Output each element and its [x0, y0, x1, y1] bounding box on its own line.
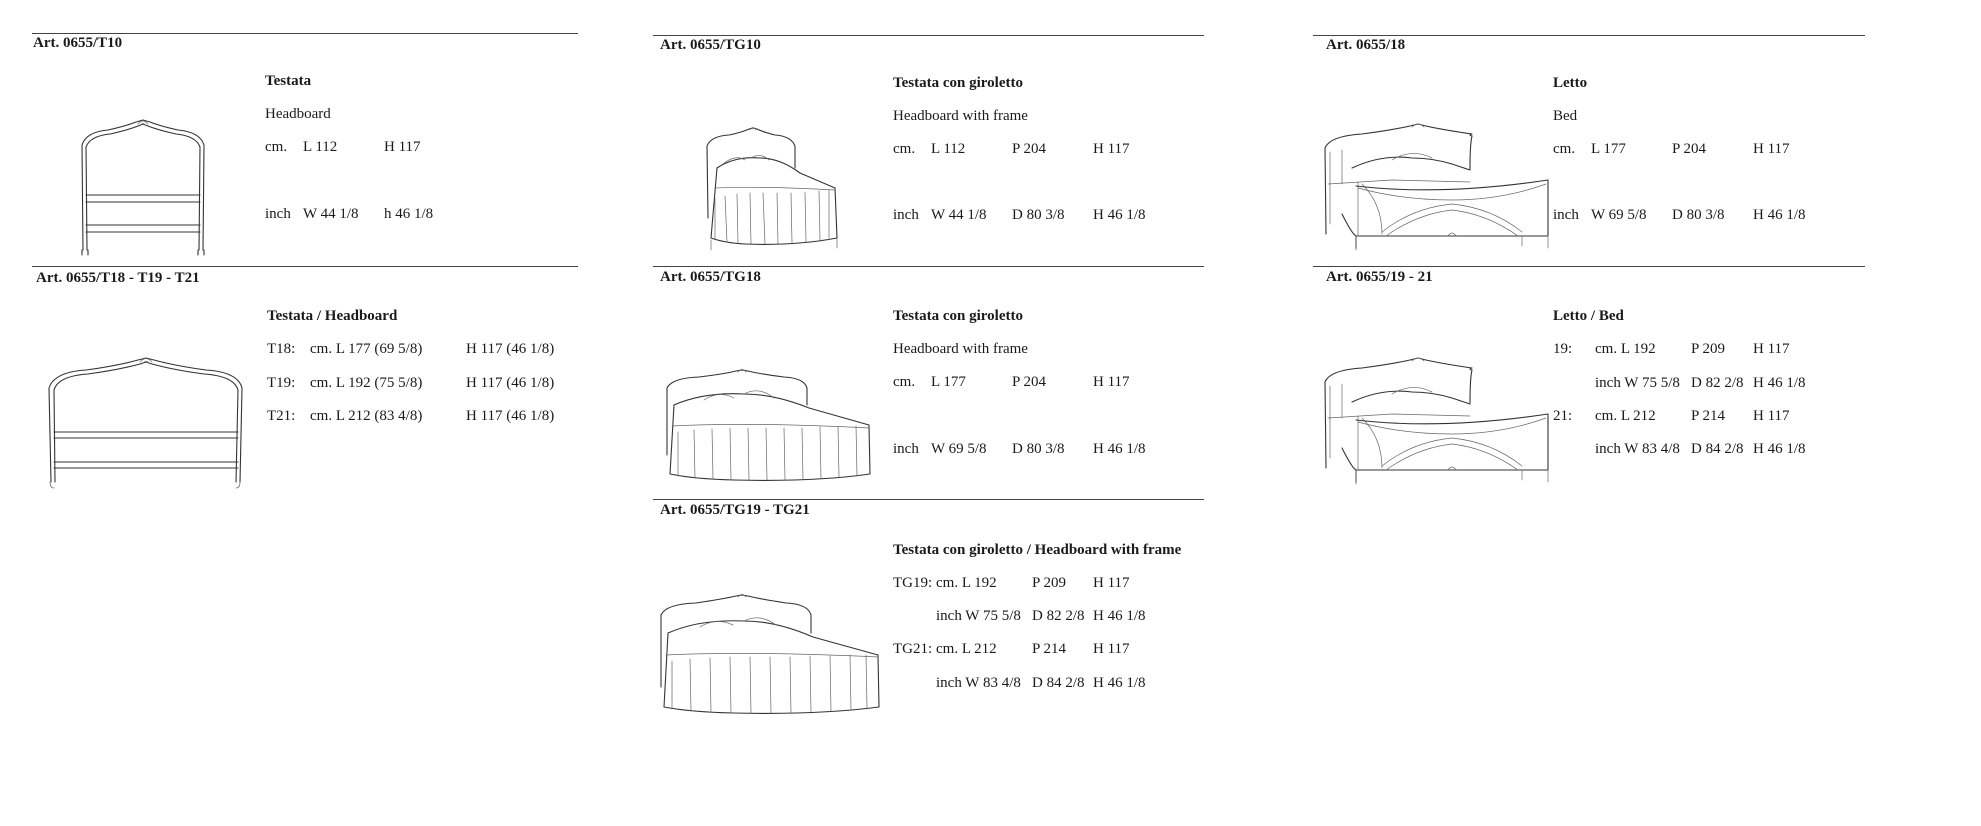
dimension-value: inch W 75 5/8 [1595, 375, 1680, 391]
dimension-value: H 46 1/8 [1093, 207, 1146, 223]
article-code: Art. 0655/19 - 21 [1326, 269, 1433, 285]
product-title: Letto [1553, 75, 1588, 91]
dimension-value: H 117 [1753, 141, 1790, 157]
product-subtitle: Bed [1553, 108, 1578, 124]
dimension-value: H 117 [384, 139, 421, 155]
unit-label: inch [893, 441, 919, 457]
section-divider [32, 33, 578, 34]
headboard-sketch-icon [78, 120, 208, 255]
unit-label: inch [265, 206, 291, 222]
dimension-value: H 117 (46 1/8) [466, 341, 555, 357]
dimension-value: H 117 [1093, 374, 1130, 390]
dimension-value: W 44 1/8 [303, 206, 359, 222]
size-code: 19: [1553, 341, 1573, 357]
bed-with-footboard-sketch-icon [1322, 358, 1552, 488]
dimension-value: inch W 75 5/8 [936, 608, 1021, 624]
unit-label: cm. [893, 374, 916, 390]
bed-with-footboard-sketch-icon [1322, 124, 1552, 254]
article-code: Art. 0655/T18 - T19 - T21 [36, 270, 200, 286]
dimension-value: cm. L 212 [1595, 408, 1656, 424]
product-title: Testata / Headboard [267, 308, 398, 324]
unit-label: inch [1553, 207, 1579, 223]
bed-with-frame-sketch-icon [658, 595, 883, 720]
dimension-value: D 84 2/8 [1691, 441, 1744, 457]
size-code: 21: [1553, 408, 1573, 424]
product-title: Testata con giroletto / Headboard with frame [893, 542, 1182, 558]
dimension-value: h 46 1/8 [384, 206, 434, 222]
size-code: TG19: [893, 575, 933, 591]
size-code: T21: [267, 408, 296, 424]
dimension-value: cm. L 192 (75 5/8) [310, 375, 423, 391]
dimension-value: P 209 [1032, 575, 1067, 591]
dimension-value: L 177 [931, 374, 966, 390]
unit-label: inch [893, 207, 919, 223]
dimension-value: P 204 [1012, 374, 1047, 390]
dimension-value: cm. L 192 [936, 575, 997, 591]
dimension-value: P 204 [1672, 141, 1707, 157]
dimension-value: L 112 [303, 139, 338, 155]
dimension-value: D 80 3/8 [1012, 207, 1065, 223]
dimension-value: H 117 [1093, 641, 1130, 657]
size-code: T18: [267, 341, 296, 357]
dimension-value: cm. L 177 (69 5/8) [310, 341, 423, 357]
dimension-value: cm. L 212 [936, 641, 997, 657]
product-subtitle: Headboard [265, 106, 331, 122]
size-code: T19: [267, 375, 296, 391]
product-title: Testata con giroletto [893, 308, 1023, 324]
headboard-sketch-icon [46, 358, 246, 488]
dimension-value: W 44 1/8 [931, 207, 987, 223]
dimension-value: D 84 2/8 [1032, 675, 1085, 691]
dimension-value: H 46 1/8 [1753, 207, 1806, 223]
dimension-value: inch W 83 4/8 [1595, 441, 1680, 457]
dimension-value: H 117 (46 1/8) [466, 408, 555, 424]
product-subtitle: Headboard with frame [893, 341, 1028, 357]
dimension-value: H 117 [1753, 341, 1790, 357]
article-code: Art. 0655/TG19 - TG21 [660, 502, 810, 518]
dimension-value: D 80 3/8 [1012, 441, 1065, 457]
article-code: Art. 0655/18 [1326, 37, 1406, 53]
product-subtitle: Headboard with frame [893, 108, 1028, 124]
dimension-value: H 117 [1753, 408, 1790, 424]
dimension-value: inch W 83 4/8 [936, 675, 1021, 691]
dimension-value: P 214 [1691, 408, 1726, 424]
product-title: Testata [265, 73, 312, 89]
size-code: TG21: [893, 641, 933, 657]
unit-label: cm. [265, 139, 288, 155]
dimension-value: W 69 5/8 [931, 441, 987, 457]
dimension-value: W 69 5/8 [1591, 207, 1647, 223]
article-code: Art. 0655/TG18 [660, 269, 761, 285]
section-divider [32, 266, 578, 267]
dimension-value: D 82 2/8 [1032, 608, 1085, 624]
bed-with-frame-sketch-icon [705, 128, 840, 253]
section-divider [1313, 266, 1865, 267]
dimension-value: H 46 1/8 [1753, 375, 1806, 391]
article-code: Art. 0655/T10 [33, 35, 123, 51]
dimension-value: cm. L 212 (83 4/8) [310, 408, 423, 424]
section-divider [653, 499, 1204, 500]
dimension-value: P 204 [1012, 141, 1047, 157]
dimension-value: L 177 [1591, 141, 1626, 157]
dimension-value: H 117 (46 1/8) [466, 375, 555, 391]
product-title: Letto / Bed [1553, 308, 1624, 324]
section-divider [653, 35, 1204, 36]
dimension-value: L 112 [931, 141, 966, 157]
dimension-value: H 117 [1093, 141, 1130, 157]
dimension-value: H 46 1/8 [1753, 441, 1806, 457]
dimension-value: H 46 1/8 [1093, 441, 1146, 457]
dimension-value: D 80 3/8 [1672, 207, 1725, 223]
dimension-value: cm. L 192 [1595, 341, 1656, 357]
dimension-value: P 214 [1032, 641, 1067, 657]
article-code: Art. 0655/TG10 [660, 37, 761, 53]
section-divider [653, 266, 1204, 267]
bed-with-frame-sketch-icon [664, 370, 874, 485]
dimension-value: H 117 [1093, 575, 1130, 591]
dimension-value: H 46 1/8 [1093, 675, 1146, 691]
unit-label: cm. [893, 141, 916, 157]
product-title: Testata con giroletto [893, 75, 1023, 91]
section-divider [1313, 35, 1865, 36]
dimension-value: H 46 1/8 [1093, 608, 1146, 624]
dimension-value: P 209 [1691, 341, 1726, 357]
unit-label: cm. [1553, 141, 1576, 157]
dimension-value: D 82 2/8 [1691, 375, 1744, 391]
